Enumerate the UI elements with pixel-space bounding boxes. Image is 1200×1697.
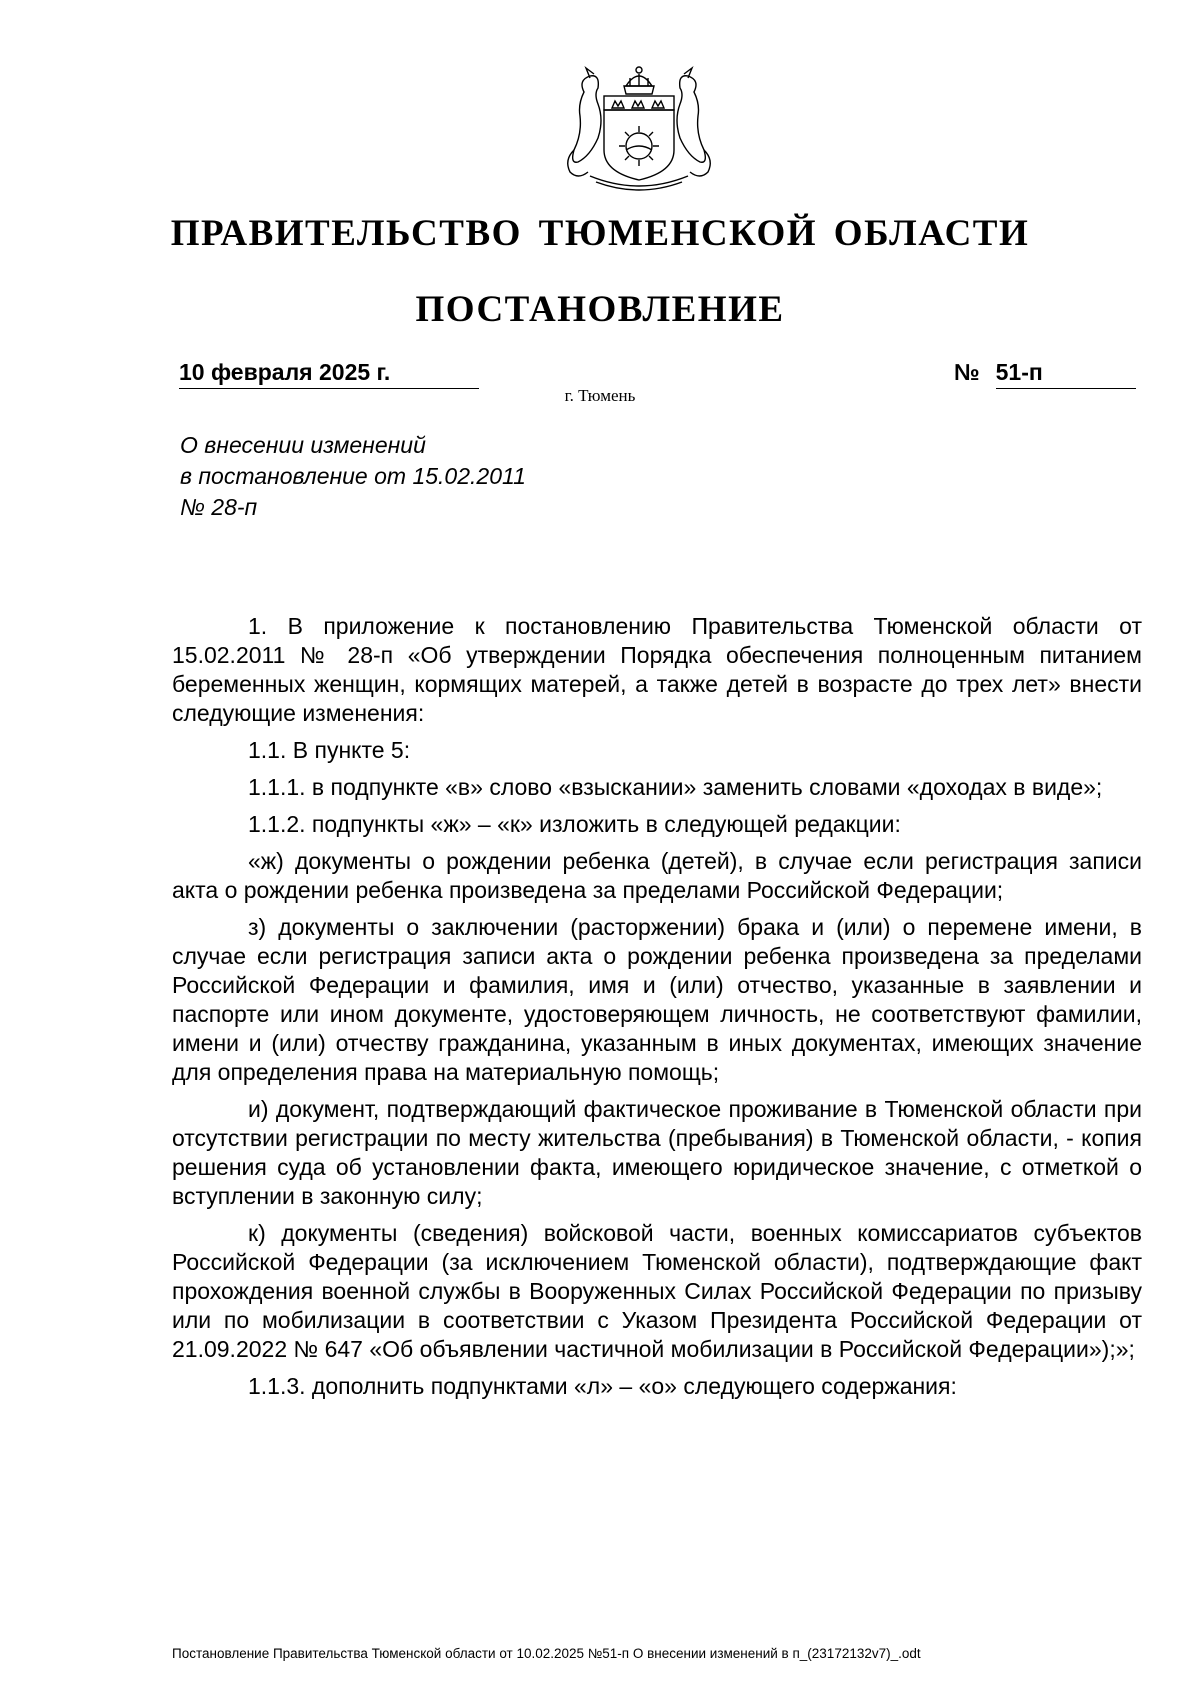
document-type: ПОСТАНОВЛЕНИЕ — [415, 289, 785, 330]
document-number — [954, 359, 1136, 389]
body-paragraph: 1.1.2. подпункты «ж» – «к» изложить в следующей редакции: — [248, 811, 901, 837]
city: г. Тюмень — [564, 386, 636, 405]
document-subject — [180, 430, 526, 523]
number-value: 51-п — [996, 359, 1136, 389]
organization-title: ПРАВИТЕЛЬСТВО ТЮМЕНСКОЙ ОБЛАСТИ — [170, 213, 1030, 254]
body-paragraph: 1. В приложение к постановлению Правительства Тюменской области от 15.02.2011 № 28-п «Об утверждении Порядка обеспечения полноценным питанием беременных женщин, кормящих матерей, а также детей в возрасте до трех лет» внести следующие изменения: — [172, 613, 1142, 726]
body-paragraph: «ж) документы о рождении ребенка (детей), в случае если регистрация записи акта о рождении ребенка произведена за пределами Российской Федерации; — [172, 848, 1142, 903]
document-body — [172, 612, 1142, 1409]
body-paragraph: и) документ, подтверждающий фактическое проживание в Тюменской области при отсутствии регистрации по месту жительства (пребывания) в Тюменской области, - копия решения суда об установлении факта, имеющего юридическое значение, с отметкой о вступлении в законную силу; — [172, 1096, 1142, 1209]
body-paragraph: 1.1.1. в подпункте «в» слово «взыскании» заменить словами «доходах в виде»; — [248, 774, 1103, 800]
document-date: 10 февраля 2025 г. — [179, 359, 479, 389]
body-paragraph: 1.1.3. дополнить подпунктами «л» – «о» следующего содержания: — [248, 1373, 957, 1399]
body-paragraph: к) документы (сведения) войсковой части, военных комиссариатов субъектов Российской Федерации (за исключением Тюменской области), подтверждающие факт прохождения военной службы в Вооруженных Силах Российской Федерации по призыву или по мобилизации в соответствии с Указом Президента Российской Федерации от 21.09.2022 № 647 «Об объявлении частичной мобилизации в Российской Федерации»);»; — [172, 1220, 1142, 1362]
subject-line: в постановление от 15.02.2011 — [180, 463, 526, 489]
body-paragraph: з) документы о заключении (расторжении) брака и (или) о перемене имени, в случае если регистрация записи акта о рождении ребенка произведена за пределами Российской Федерации и фамилия, имя и (или) отчество, указанные в заявлении и паспорте или ином документе, удостоверяющем личность, не соответствуют фамилии, имени и (или) отчеству гражданина, указанным в иных документах, имеющих значение для определения права на материальную помощь; — [172, 914, 1142, 1085]
file-footer: Постановление Правительства Тюменской области от 10.02.2025 №51-п О внесении изменений в п_(23172132v7)_.odt — [172, 1646, 921, 1661]
number-sign: № — [954, 359, 980, 385]
subject-line: О внесении изменений — [180, 432, 426, 458]
coat-of-arms-emblem — [560, 64, 718, 194]
body-paragraph: 1.1. В пункте 5: — [248, 737, 411, 763]
subject-line: № 28-п — [180, 494, 258, 520]
